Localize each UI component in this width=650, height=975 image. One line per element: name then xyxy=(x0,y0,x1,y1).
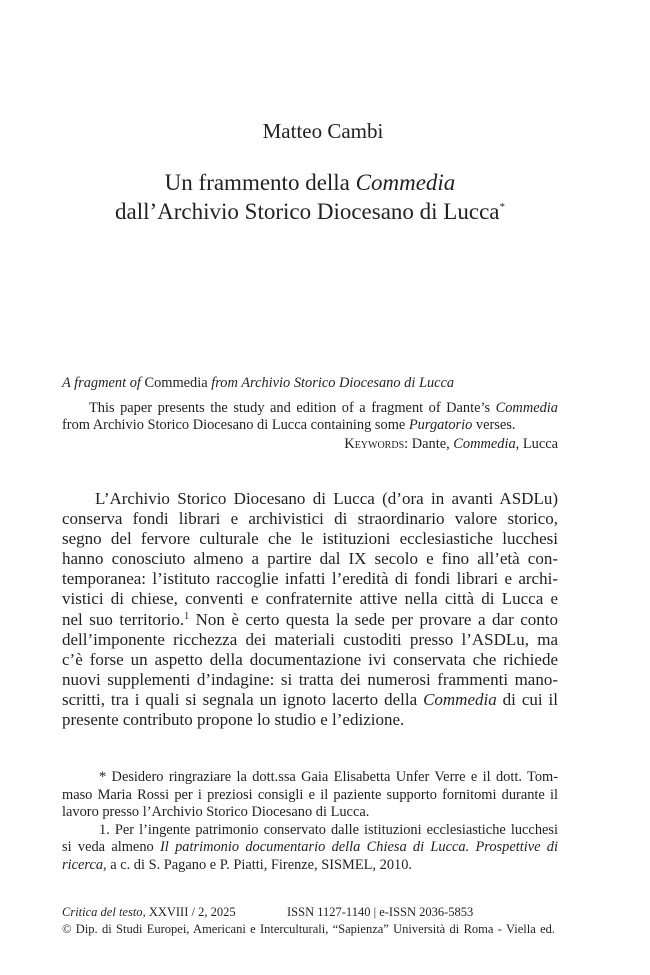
footnote-italic-title: ricerca xyxy=(62,856,104,873)
body-line: nuovi supplementi d’indagine: si tratta dei numerosi frammenti mano- xyxy=(62,669,558,689)
body-line: segno del fervore culturale che le istituzioni ecclesiastiche lucchesi xyxy=(62,529,558,549)
abstract-text: verses. xyxy=(472,416,516,433)
body-line: dell’imponente ricchezza dei materiali custoditi presso l’ASDLu, ma xyxy=(62,629,558,649)
keywords-line xyxy=(62,436,558,453)
abstract-heading-text: from Archivio Storico Diocesano di Lucca xyxy=(207,374,455,391)
keywords-label: Keywords: xyxy=(344,435,409,452)
body-line: L’Archivio Storico Diocesano di Lucca (d’ora in avanti ASDLu) xyxy=(95,489,558,508)
footnote-line: maso Maria Rossi per i preziosi consigli e il paziente supporto fornitomi durante il xyxy=(62,786,558,803)
body-line-text: scritti, tra i quali si segnala un ignoto lacerto della xyxy=(62,689,424,709)
abstract-heading-work: Commedia xyxy=(144,374,208,391)
body-line-text: di cui il xyxy=(496,689,558,709)
body-line-text: Non è certo questa la sede per provare a dar conto xyxy=(189,609,558,629)
footnotes xyxy=(62,769,558,875)
title-line-2 xyxy=(62,197,558,226)
footnote-text: Per l’ingente patrimonio conservato dalle istituzioni ecclesiastiche lucchesi xyxy=(109,821,558,838)
footer-issn: ISSN 1127-1140 | e-ISSN 2036-5853 xyxy=(287,904,474,919)
body-line: c’è forse un aspetto della documentazione ivi conservata che richiede xyxy=(62,649,558,669)
footnote-italic-title: Il patrimonio documentario della Chiesa di Lucca. Prospettive di xyxy=(160,839,558,856)
abstract-text: This paper presents the study and edition of a fragment of Dante’s xyxy=(89,399,496,416)
abstract-italic: Commedia xyxy=(495,399,558,416)
keyword-text: , Lucca xyxy=(515,435,558,452)
title-text: Un frammento della xyxy=(164,170,356,195)
title-footnote-mark: * xyxy=(499,201,505,213)
footnote-text: Desidero ringraziare la dott.ssa Gaia Elisabetta Unfer Verre e il dott. Tom- xyxy=(106,769,558,785)
abstract-line xyxy=(62,400,558,417)
footnote-line xyxy=(62,769,558,787)
footnote-reference: 1 xyxy=(184,610,190,622)
footnote-line xyxy=(62,857,558,875)
body-line xyxy=(62,610,558,630)
body-line: hanno conosciuto almeno a partire dal IX secolo e fino all’età con- xyxy=(62,549,558,569)
title-italic-work: Commedia xyxy=(355,170,456,195)
abstract-heading xyxy=(62,375,558,392)
body-line: conserva fondi librari e archivistici di straordinario valore storico, xyxy=(62,509,558,529)
footnote-line xyxy=(62,839,558,857)
keyword-italic: Commedia xyxy=(453,435,516,452)
abstract-text: from Archivio Storico Diocesano di Lucca containing some xyxy=(62,416,409,433)
body-line-text: nel suo territorio. xyxy=(62,609,185,629)
footnote-marker: * xyxy=(99,769,107,785)
footnote-marker: 1. xyxy=(99,821,110,838)
footnote-text: , a c. di S. Pagano e P. Piatti, Firenze, SISMEL, 2010. xyxy=(103,856,413,873)
footnote-line xyxy=(62,822,558,840)
author-name: Matteo Cambi xyxy=(262,119,384,143)
title-line-1 xyxy=(62,168,558,197)
keyword-text: Dante, xyxy=(408,435,454,452)
body-line: temporanea: l’istituto raccoglie infatti l’eredità di fondi librari e archi- xyxy=(62,569,558,589)
abstract-italic: Purgatorio xyxy=(408,416,473,433)
footnote-line: lavoro presso l’Archivio Storico Diocesano di Lucca. xyxy=(62,804,370,821)
body-italic-work: Commedia xyxy=(423,689,497,709)
body-line: vistici di chiese, conventi e confraternite attive nella città di Lucca e xyxy=(62,589,558,609)
journal-name: Critica del testo xyxy=(62,904,143,919)
article-title xyxy=(62,168,558,226)
journal-issue: , XXVIII / 2, 2025 xyxy=(142,904,236,919)
footer-citation xyxy=(62,904,236,921)
footer-copyright: © Dip. di Studi Europei, Americani e Interculturali, “Sapienza” Università di Roma - Viella ed. xyxy=(62,921,555,936)
body-line: presente contributo propone lo studio e l’edizione. xyxy=(62,710,405,730)
footnote-text: si veda almeno xyxy=(62,839,161,856)
main-text xyxy=(62,489,558,730)
abstract-heading-text: A fragment of xyxy=(62,374,145,391)
abstract-line xyxy=(62,417,558,434)
body-line xyxy=(62,690,558,710)
title-text: dall’Archivio Storico Diocesano di Lucca xyxy=(115,199,500,224)
